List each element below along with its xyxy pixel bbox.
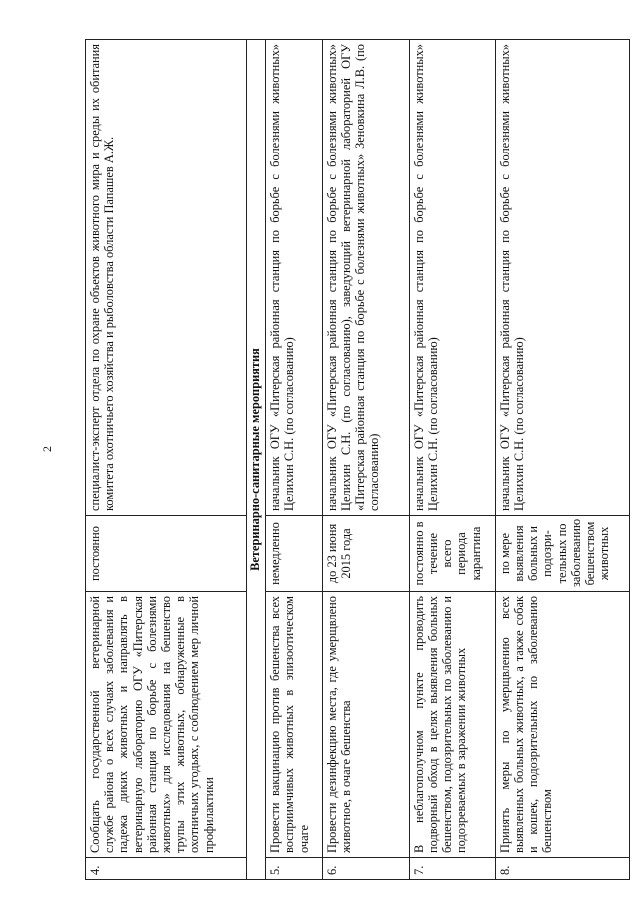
section-header-row (246, 40, 265, 880)
row-responsible: начальник ОГУ «Питерская районная станция по борьбе с болезнями животных» Целихин С.Н. (по согласованию) (266, 40, 323, 516)
row-responsible: начальник ОГУ «Питерская районная станция по борьбе с болезнями животных» Целихин С.Н. (по согласованию) (409, 40, 495, 516)
row-term: до 23 июня 2015 года (322, 516, 409, 592)
row-responsible: начальник ОГУ «Питерская районная станция по борьбе с болезнями животных» Целихин С.Н. (по согласованию) (495, 40, 629, 516)
table-row (495, 40, 629, 880)
measures-table (85, 39, 630, 880)
table-row (266, 40, 323, 880)
row-number: 8. (495, 858, 629, 880)
row-number: 7. (409, 858, 495, 880)
table-row (409, 40, 495, 880)
row-term: по мере выявления больных и подозри-тельных по заболеванию бешенством животных (495, 516, 629, 592)
row-action: Принять меры по умерщвлению всех выявленных больных животных, а также собак и кошек, подозрительных по заболеванию бешенством (495, 592, 629, 858)
section-title: Ветеринарно-санитарные мероприятия (246, 40, 265, 880)
table-row (86, 40, 247, 880)
row-term: постоянно (86, 516, 247, 592)
row-term: немедленно (266, 516, 323, 592)
row-action: В неблагополучном пункте проводить подворный обход в целях выявления больных бешенством, подозрительных по заболеванию и подозреваемых в заражении животных (409, 592, 495, 858)
row-number: 5. (266, 858, 323, 880)
row-responsible: начальник ОГУ «Питерская районная станция по борьбе с болезнями животных» Целихин С.Н. (по согласованию), заведующий ветеринарной лабораторией ОГУ «Питерская районная станция по борьбе с болезнями животных» Зеновкина Л.В. (по согласованию) (322, 40, 409, 516)
row-action: Провести вакцинацию против бешенства всех восприимчивых животных в эпизоотическом очаге (266, 592, 323, 858)
row-number: 4. (86, 858, 247, 880)
row-number: 6. (322, 858, 409, 880)
page-number: 2 (40, 446, 54, 452)
row-action: Сообщать государственной ветеринарной службе района о всех случаях заболевания и падежа диких животных и направлять в ветеринарную лабораторию ОГУ «Питерская районная станция по борьбе с болезнями животных» для исследования на бешенство трупы этих животных, обнаруженные в охотничьих угодьях, с соблюдением мер личной профилактики (86, 592, 247, 858)
row-responsible: специалист-эксперт отдела по охране объектов животного мира и среды их обитания комитета охотничьего хозяйства и рыболовства области Папашев А.Ж. (86, 40, 247, 516)
row-term: постоянно в течение всего периода карантина (409, 516, 495, 592)
row-action: Провести дезинфекцию места, где умерщвлено животное, в очаге бешенства (322, 592, 409, 858)
rotated-document-table (85, 40, 630, 880)
table-row (322, 40, 409, 880)
